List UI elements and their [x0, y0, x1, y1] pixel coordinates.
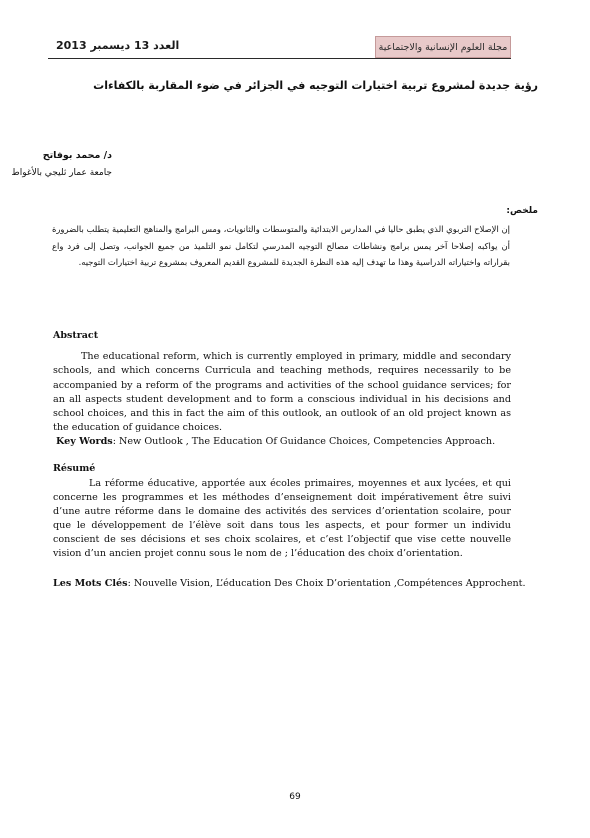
mots-cles-text: : Nouvelle Vision, L’éducation Des Choix D’orientation ,Compétences Approchent.: [127, 578, 526, 589]
author-affiliation: جامعة عمار ثليجي بالأغواط: [11, 168, 112, 178]
arabic-abstract-heading: ملخص:: [506, 206, 538, 216]
english-abstract-heading: Abstract: [53, 330, 99, 341]
french-abstract-heading: Résumé: [53, 463, 96, 474]
keywords-label: Key Words: [56, 436, 113, 447]
mots-cles-line: [53, 578, 526, 589]
keywords-line: [56, 436, 511, 447]
english-abstract-text: The educational reform, which is currently employed in primary, middle and secondary schools, and which concerns Curricula and teaching methods, requires necessarily to be accompanied by a reform of the programs and activities of the school guidance services; for an all aspects student development and to form a conscious individual in his decisions and school choices, and this in fact the aim of this outlook, an outlook of an old project known as the education of guidance choices.: [53, 351, 511, 434]
journal-name-badge: مجلة العلوم الإنسانية والاجتماعية: [375, 36, 511, 58]
french-abstract: [53, 477, 511, 562]
header-divider: [48, 58, 511, 59]
keywords-text: : New Outlook , The Education Of Guidance Choices, Competencies Approach.: [112, 436, 496, 447]
arabic-abstract: [52, 221, 510, 271]
article-title: رؤية جديدة لمشروع تربية اختيارات التوجيه في الجزائر في ضوء المقاربة بالكفاءات: [93, 79, 538, 92]
english-abstract: [53, 350, 511, 436]
arabic-abstract-text: إن الإصلاح التربوي الذي يطبق حاليا في المدارس الابتدائية والمتوسطات والثانويات، ومس البرامج والمناهج التعليمية يتطلب بالضرورة أن يواكبه إصلاحا آخر يمس برامج ونشاطات مصالح التوجيه المدرسي لتكامل نمو التلميذ من جميع الجوانب، وتصل إلى فرد واع بقراراته واختياراته الدراسية وهذا ما تهدف إليه هذه النظرة الجديدة للمشروع القديم المعروف بمشروع تربية اختيارات التوجيه.: [52, 224, 510, 267]
author-name: د/ محمد بوفاتح: [42, 150, 112, 161]
mots-cles-label: Les Mots Clés: [53, 578, 128, 589]
issue-date: العدد 13 ديسمبر 2013: [56, 39, 180, 52]
running-header: [48, 36, 511, 58]
french-abstract-text: La réforme éducative, apportée aux écoles primaires, moyennes et aux lycées, et qui concerne les programmes et les méthodes d’enseignement doit impérativement être suivi d’une autre réforme dans le domaine des activités des services d’orientation scolaire, pour que le développement de l’élève soit dans tous les aspects, et pour former un individu conscient de ses décisions et ses choix scolaires, et c’est l’objectif que vise cette nouvelle vision d’un ancien projet connu sous le nom de ; l’éducation des choix d’orientation.: [53, 478, 511, 560]
page-number: 69: [289, 792, 301, 802]
